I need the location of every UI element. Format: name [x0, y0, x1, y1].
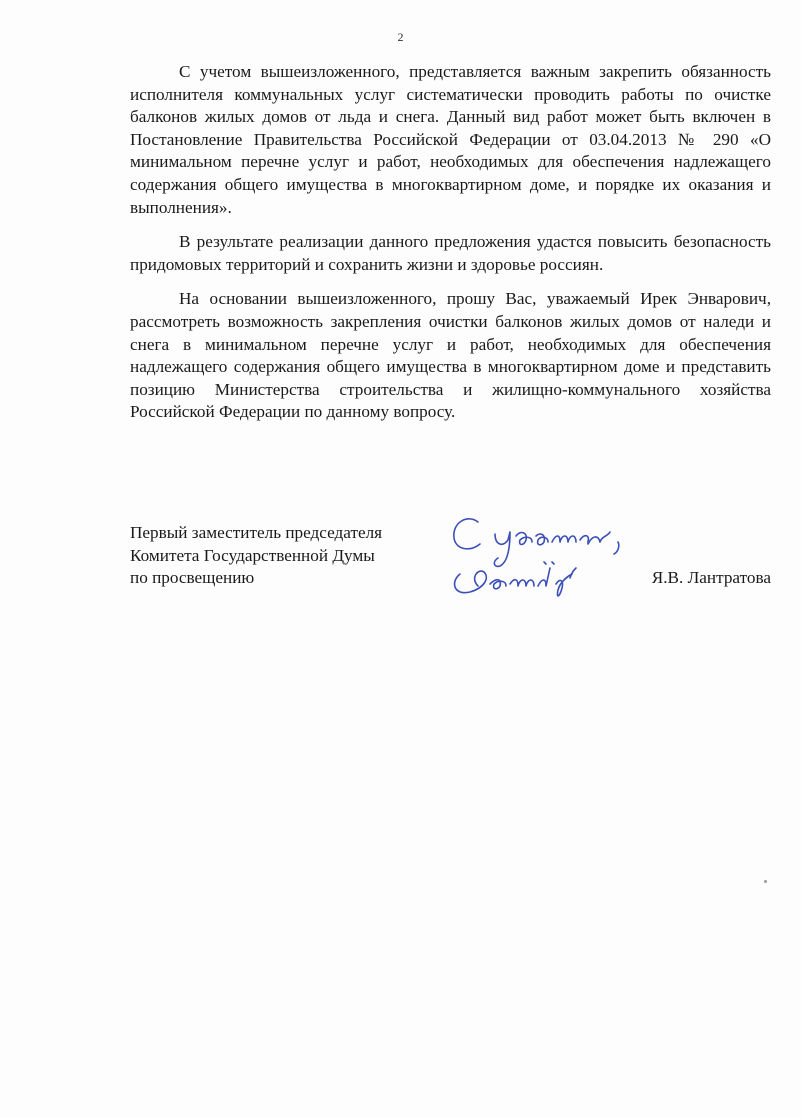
- page-number: 2: [397, 30, 404, 44]
- handwritten-signature: [440, 492, 640, 612]
- letter-body: [130, 61, 771, 436]
- signatory-position: [130, 522, 382, 590]
- signature-block: [130, 522, 771, 612]
- paragraph-1: С учетом вышеизложенного, представляется важным закрепить обязанность исполнителя коммунальных услуг систематически проводить работы по очистке балконов жилых домов от льда и снега. Данный вид работ может быть включен в Постановление Правительства Российской Федерации от 03.04.2013 № 290 «О минимальном перечне услуг и работ, необходимых для обеспечения надлежащего содержания общего имущества в многоквартирном доме, и порядке их оказания и выполнения».: [130, 62, 771, 217]
- paragraph-3: На основании вышеизложенного, прошу Вас, уважаемый Ирек Энварович, рассмотреть возможность закрепления очистки балконов жилых домов от наледи и снега в минимальном перечне услуг и работ, необходимых для обеспечения надлежащего содержания общего имущества в многоквартирном доме и представить позицию Министерства строительства и жилищно-коммунального хозяйства Российской Федерации по данному вопросу.: [130, 289, 771, 422]
- position-line-2: Комитета Государственной Думы: [130, 545, 375, 565]
- paragraph-2: В результате реализации данного предложения удастся повысить безопасность придомовых территорий и сохранить жизни и здоровье россиян.: [130, 232, 771, 274]
- position-line-3: по просвещению: [130, 568, 255, 588]
- signatory-name: Я.В. Лантратова: [651, 568, 771, 587]
- scan-dot: [764, 880, 767, 883]
- position-line-1: Первый заместитель председателя: [130, 523, 383, 542]
